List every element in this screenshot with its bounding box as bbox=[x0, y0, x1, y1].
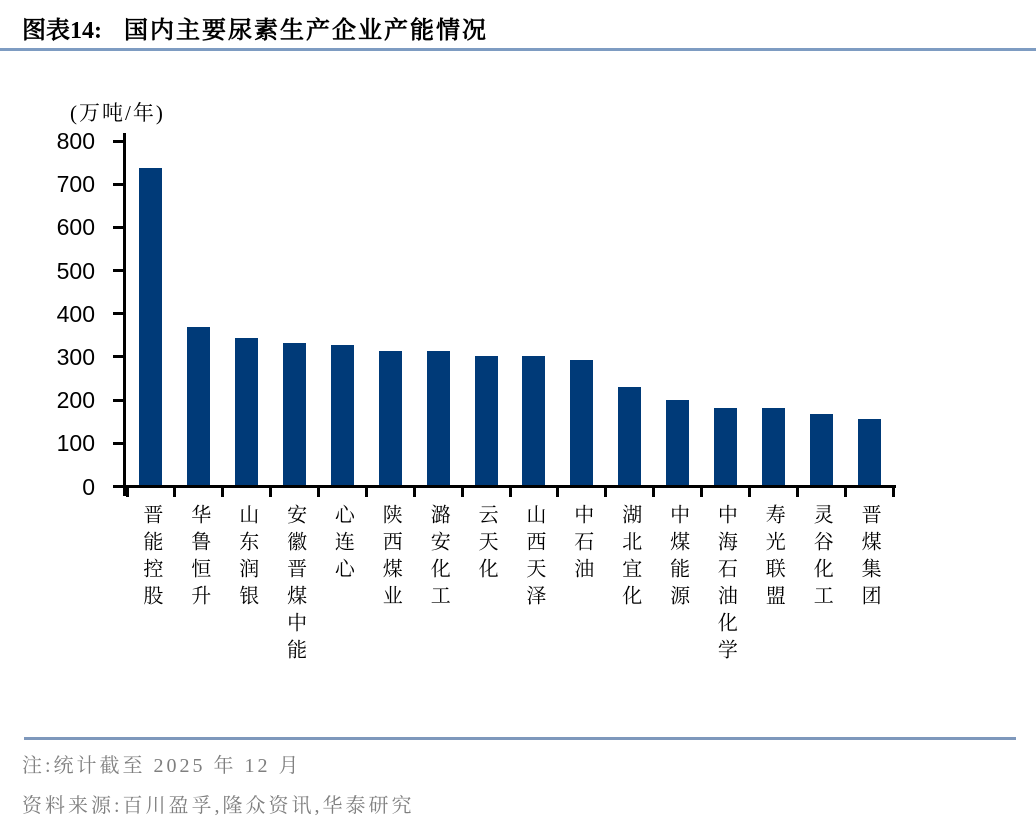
bar bbox=[714, 408, 737, 485]
footer-divider-rule bbox=[24, 737, 1016, 740]
x-axis-tick bbox=[796, 488, 799, 497]
y-axis-tick-label: 600 bbox=[56, 214, 95, 241]
bar bbox=[666, 400, 689, 486]
y-axis-tick bbox=[113, 485, 123, 488]
x-axis-category-label: 晋煤集团 bbox=[858, 504, 881, 612]
x-axis-category-label: 山东润银 bbox=[235, 504, 258, 612]
x-axis-tick bbox=[365, 488, 368, 497]
x-axis-category-label: 陕西煤业 bbox=[379, 504, 402, 612]
x-axis-tick bbox=[221, 488, 224, 497]
y-axis-tick-label: 100 bbox=[56, 430, 95, 457]
bar bbox=[235, 338, 258, 485]
y-axis-tick bbox=[113, 140, 123, 143]
x-axis-tick bbox=[509, 488, 512, 497]
bar bbox=[618, 387, 641, 485]
x-axis-tick bbox=[652, 488, 655, 497]
y-axis-tick-label: 700 bbox=[56, 171, 95, 198]
chart-source: 资料来源:百川盈孚,隆众资讯,华泰研究 bbox=[22, 795, 415, 817]
x-axis-tick bbox=[126, 488, 129, 497]
y-axis-tick bbox=[113, 355, 123, 358]
x-axis-category-label: 湖北宜化 bbox=[618, 504, 641, 612]
x-axis-tick bbox=[413, 488, 416, 497]
y-axis-tick bbox=[113, 312, 123, 315]
x-axis-category-label: 灵谷化工 bbox=[810, 504, 833, 612]
x-axis-category-label: 云天化 bbox=[475, 504, 498, 585]
bar bbox=[522, 356, 545, 485]
y-axis-tick bbox=[113, 183, 123, 186]
x-axis-tick bbox=[269, 488, 272, 497]
x-axis-category-label: 中煤能源 bbox=[666, 504, 689, 612]
y-axis-tick bbox=[113, 269, 123, 272]
x-axis-category-label: 中石油 bbox=[570, 504, 593, 585]
figure-title: 国内主要尿素生产企业产能情况 bbox=[124, 18, 488, 44]
bar bbox=[283, 343, 306, 486]
y-axis-tick bbox=[113, 399, 123, 402]
y-axis-line bbox=[123, 133, 126, 496]
x-axis-category-label: 安徽晋煤中能 bbox=[283, 504, 306, 666]
x-axis-tick bbox=[317, 488, 320, 497]
y-axis-tick-label: 300 bbox=[56, 343, 95, 370]
bar bbox=[475, 356, 498, 485]
bar bbox=[858, 419, 881, 485]
x-axis-tick bbox=[173, 488, 176, 497]
x-axis-category-label: 山西天泽 bbox=[522, 504, 545, 612]
x-axis-category-label: 潞安化工 bbox=[427, 504, 450, 612]
bar bbox=[187, 327, 210, 485]
x-axis-category-label: 中海石油化学 bbox=[714, 504, 737, 666]
bar bbox=[810, 414, 833, 485]
x-axis-category-label: 寿光联盟 bbox=[762, 504, 785, 612]
x-axis-tick bbox=[461, 488, 464, 497]
y-axis-tick-label: 500 bbox=[56, 257, 95, 284]
x-axis-tick bbox=[844, 488, 847, 497]
x-axis-tick bbox=[700, 488, 703, 497]
bar bbox=[379, 351, 402, 485]
y-axis-tick bbox=[113, 226, 123, 229]
x-axis-tick bbox=[556, 488, 559, 497]
y-axis-tick-label: 200 bbox=[56, 387, 95, 414]
x-axis-tick bbox=[748, 488, 751, 497]
y-axis-tick-label: 400 bbox=[56, 300, 95, 327]
y-axis-tick bbox=[113, 442, 123, 445]
bar bbox=[762, 408, 785, 485]
bar bbox=[139, 168, 162, 485]
y-axis-tick-label: 800 bbox=[56, 128, 95, 154]
bar bbox=[331, 345, 354, 485]
chart-note: 注:统计截至 2025 年 12 月 bbox=[22, 755, 302, 777]
x-axis-tick bbox=[892, 488, 895, 497]
y-axis-tick-label: 0 bbox=[82, 473, 95, 500]
x-axis-category-label: 心连心 bbox=[331, 504, 354, 585]
bar bbox=[427, 351, 450, 485]
figure-number-label: 图表14: bbox=[22, 18, 102, 44]
bar bbox=[570, 360, 593, 485]
x-axis-category-label: 晋能控股 bbox=[139, 504, 162, 612]
y-axis-unit-label: (万吨/年) bbox=[70, 101, 165, 125]
x-axis-tick bbox=[604, 488, 607, 497]
x-axis-category-label: 华鲁恒升 bbox=[187, 504, 210, 612]
